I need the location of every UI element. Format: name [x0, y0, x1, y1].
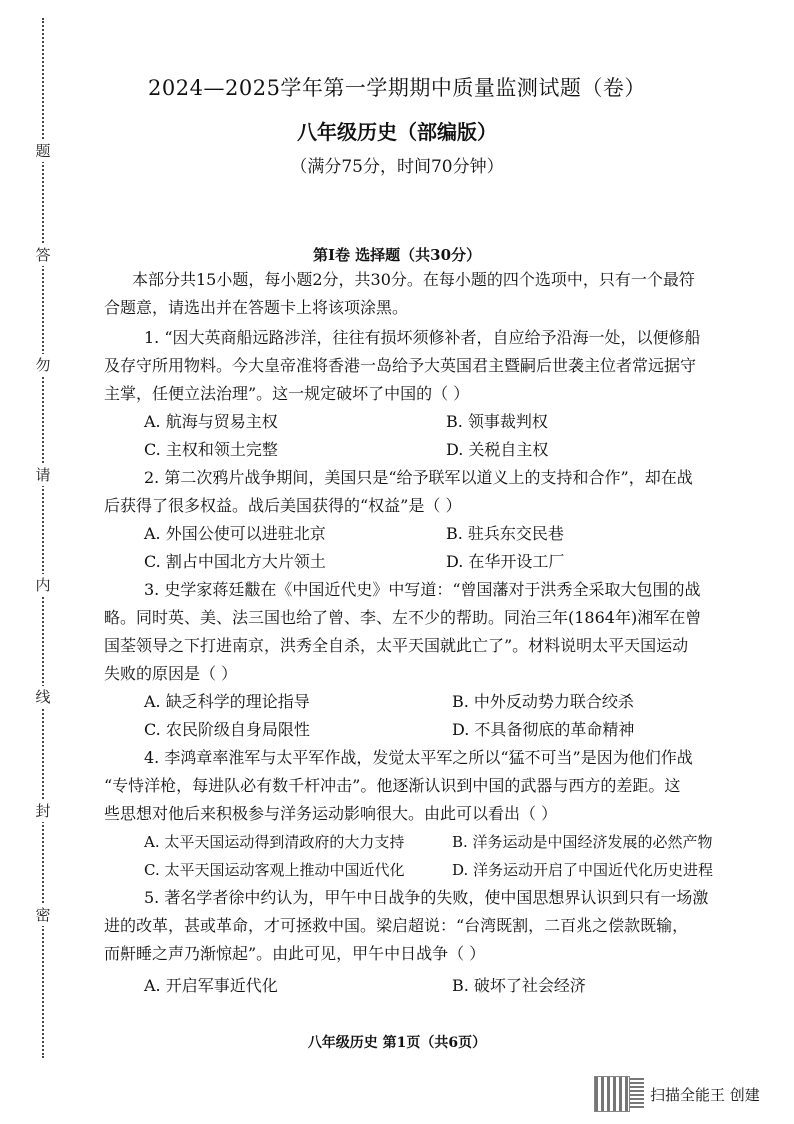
question-5-line: 进的改革，甚或革命，才可拯救中国。梁启超说：“台湾既割，二百兆之偿款既输，	[104, 916, 689, 935]
scanner-badge	[594, 1076, 784, 1110]
question-2-line: 2. 第二次鸦片战争期间，美国只是“给予联军以道义上的支持和合作”，却在战	[144, 468, 693, 487]
question-4-line: 些思想对他后来积极参与洋务运动影响很大。由此可以看出（ ）	[104, 804, 558, 823]
question-4-line: 4. 李鸿章率淮军与太平军作战，发觉太平军之所以“猛不可当”是因为他们作战	[144, 748, 693, 767]
seal-char-8: 密	[32, 904, 54, 926]
question-3-option-c: C. 农民阶级自身局限性	[144, 720, 310, 739]
question-1-line: 及存守所用物料。今大皇帝准将香港一岛给予大英国君主暨嗣后世袭主位者常远据守	[104, 356, 697, 375]
seal-char-7: 封	[32, 800, 54, 822]
question-5-line: 而鼾睡之声乃渐惊起”。由此可见，甲午中日战争（ ）	[104, 944, 486, 963]
seal-char-4: 请	[32, 464, 54, 486]
question-5-line: 5. 著名学者徐中约认为，甲午中日战争的失败，使中国思想界认识到只有一场激	[144, 888, 709, 907]
question-1-option-a: A. 航海与贸易主权	[144, 412, 278, 431]
question-3-option-d: D. 不具备彻底的革命精神	[452, 720, 635, 739]
question-1-line: 主掌，任便立法治理”。这一规定破坏了中国的（ ）	[104, 384, 470, 403]
instruction-line: 合题意，请选出并在答题卡上将该项涂黑。	[104, 298, 409, 317]
seal-char-1: 题	[32, 140, 54, 162]
exam-title: 2024—2025学年第一学期期中质量监测试题（卷）	[148, 76, 646, 100]
question-4-option-d: D. 洋务运动开启了中国近代化历史进程	[452, 861, 714, 879]
question-4-option-c: C. 太平天国运动客观上推动中国近代化	[144, 861, 405, 879]
question-2-option-c: C. 割占中国北方大片领土	[144, 552, 326, 571]
exam-info: （满分75分，时间70分钟）	[290, 157, 504, 177]
question-2-option-d: D. 在华开设工厂	[446, 552, 565, 571]
question-5-option-a: A. 开启军事近代化	[144, 976, 278, 995]
question-4-option-a: A. 太平天国运动得到清政府的大力支持	[144, 833, 405, 851]
question-3-line: 国荃领导之下打进南京，洪秀全自杀，太平天国就此亡了”。材料说明太平天国运动	[104, 636, 689, 655]
question-5-option-b: B. 破坏了社会经济	[452, 976, 586, 995]
seal-char-2: 答	[32, 244, 54, 266]
question-3-option-a: A. 缺乏科学的理论指导	[144, 692, 310, 711]
exam-subtitle: 八年级历史（部编版）	[297, 120, 497, 144]
question-2-line: 后获得了很多权益。战后美国获得的“权益”是（ ）	[104, 496, 462, 515]
qr-code-icon	[594, 1076, 630, 1112]
section-title: 第Ⅰ卷 选择题（共30分）	[312, 246, 482, 264]
question-2-option-a: A. 外国公使可以进驻北京	[144, 524, 326, 543]
scanner-badge-text: 扫描全能王 创建	[650, 1086, 760, 1104]
question-3-line: 略。同时英、美、法三国也给了曾、李、左不少的帮助。同治三年(1864年)湘军在曾	[104, 608, 702, 627]
question-2-option-b: B. 驻兵东交民巷	[446, 524, 564, 543]
app-logo-icon	[630, 1078, 644, 1108]
question-4-line: “专恃洋枪，每进队必有数千杆冲击”。他逐渐认识到中国的武器与西方的差距。这	[104, 776, 681, 795]
instruction-line: 本部分共15小题，每小题2分，共30分。在每小题的四个选项中，只有一个最符	[132, 270, 695, 289]
page-footer: 八年级历史 第1页（共6页）	[307, 1035, 487, 1051]
question-1-option-b: B. 领事裁判权	[446, 412, 548, 431]
seal-char-5: 内	[32, 574, 54, 596]
seal-char-6: 线	[32, 686, 54, 708]
seal-char-3: 勿	[32, 354, 54, 376]
question-1-line: 1. “因大英商船远路涉洋，往往有损坏须修补者，自应给予沿海一处，以便修船	[144, 328, 701, 347]
question-3-line: 失败的原因是（ ）	[104, 664, 238, 683]
question-1-option-d: D. 关税自主权	[446, 440, 549, 459]
question-1-option-c: C. 主权和领土完整	[144, 440, 278, 459]
question-4-option-b: B. 洋务运动是中国经济发展的必然产物	[452, 833, 713, 851]
question-3-option-b: B. 中外反动势力联合绞杀	[452, 692, 634, 711]
question-3-line: 3. 史学家蒋廷黻在《中国近代史》中写道：“曾国藩对于洪秀全采取大包围的战	[144, 580, 701, 599]
